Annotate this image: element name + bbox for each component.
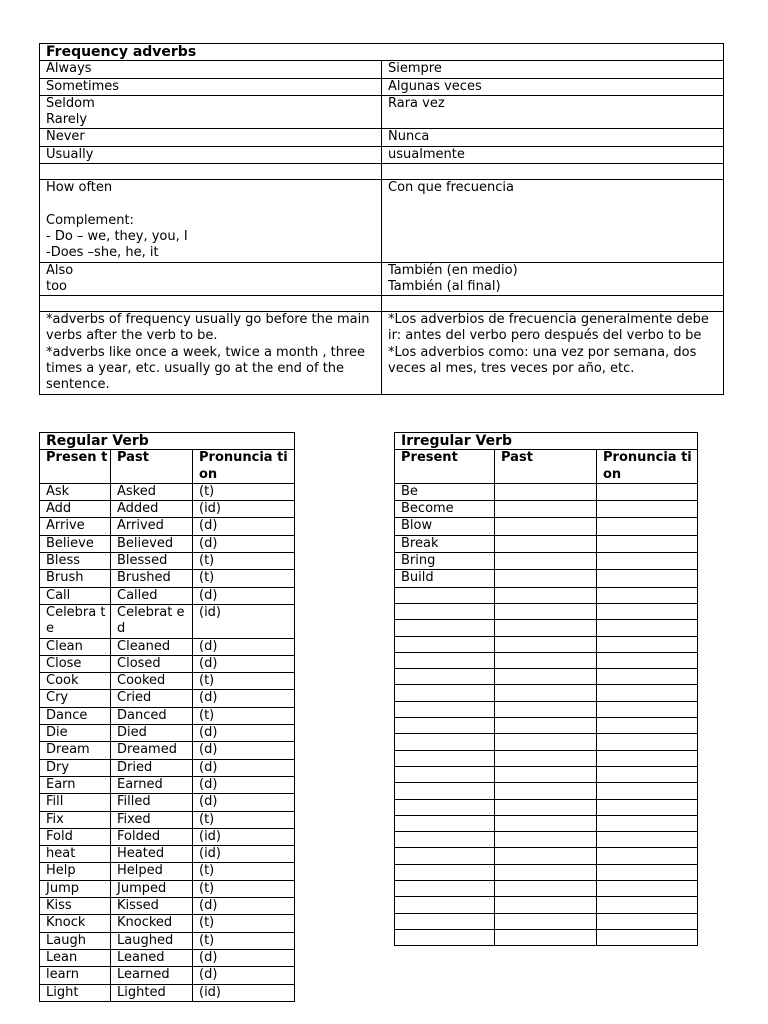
- past-cell: Fixed: [111, 811, 193, 828]
- english-cell: Seldom Rarely: [40, 95, 382, 129]
- pronunciation-cell: (t): [193, 673, 295, 690]
- past-cell: [495, 669, 597, 685]
- present-cell: Lean: [40, 949, 111, 966]
- present-cell: Add: [40, 501, 111, 518]
- present-cell: [395, 652, 495, 668]
- pronunciation-cell: (t): [193, 707, 295, 724]
- english-cell: Always: [40, 61, 382, 78]
- pronunciation-cell: [597, 535, 698, 552]
- table-row: [395, 766, 698, 782]
- present-cell: Believe: [40, 535, 111, 552]
- present-cell: [395, 603, 495, 619]
- pronunciation-cell: [597, 685, 698, 701]
- english-cell: *adverbs of frequency usually go before the main verbs after the verb to be. *adverbs like once a week, twice a month , three times a year, etc. usually go at the end of the sentence.: [40, 312, 382, 394]
- table-row: [40, 932, 295, 949]
- present-cell: Earn: [40, 776, 111, 793]
- present-cell: [395, 750, 495, 766]
- present-cell: Dance: [40, 707, 111, 724]
- pronunciation-cell: [597, 603, 698, 619]
- past-cell: [495, 766, 597, 782]
- table-row: [40, 967, 295, 984]
- past-cell: [495, 685, 597, 701]
- present-cell: [395, 669, 495, 685]
- table-row: [395, 913, 698, 929]
- past-cell: Arrived: [111, 518, 193, 535]
- table-row: [40, 898, 295, 915]
- table-row: [395, 518, 698, 535]
- past-cell: Knocked: [111, 915, 193, 932]
- past-cell: [495, 652, 597, 668]
- table-row: [40, 863, 295, 880]
- past-cell: [495, 636, 597, 652]
- spanish-cell: usualmente: [382, 146, 724, 163]
- present-cell: [395, 636, 495, 652]
- past-cell: Dried: [111, 759, 193, 776]
- table-row: [40, 915, 295, 932]
- table-row: [395, 701, 698, 717]
- present-cell: Fill: [40, 794, 111, 811]
- table-row: [40, 794, 295, 811]
- past-cell: Brushed: [111, 570, 193, 587]
- present-cell: [395, 929, 495, 945]
- spanish-cell: También (en medio) También (al final): [382, 262, 724, 296]
- present-cell: [395, 799, 495, 815]
- present-cell: Die: [40, 725, 111, 742]
- past-cell: Leaned: [111, 949, 193, 966]
- pronunciation-cell: [597, 766, 698, 782]
- table-row: [40, 535, 295, 552]
- pronunciation-cell: (t): [193, 863, 295, 880]
- present-cell: learn: [40, 967, 111, 984]
- pronunciation-cell: [597, 897, 698, 913]
- present-cell: Bring: [395, 553, 495, 570]
- past-cell: Dreamed: [111, 742, 193, 759]
- english-cell: How often Complement: - Do – we, they, you, I -Does –she, he, it: [40, 180, 382, 262]
- table-row: [395, 636, 698, 652]
- english-cell: Sometimes: [40, 78, 382, 95]
- pronunciation-cell: (id): [193, 828, 295, 845]
- past-cell: Kissed: [111, 898, 193, 915]
- present-cell: Call: [40, 587, 111, 604]
- table-row: [395, 734, 698, 750]
- present-cell: [395, 864, 495, 880]
- past-cell: [495, 897, 597, 913]
- pronunciation-cell: (t): [193, 570, 295, 587]
- table-row: [40, 776, 295, 793]
- present-cell: Kiss: [40, 898, 111, 915]
- table-row: [40, 846, 295, 863]
- pronunciation-cell: [597, 815, 698, 831]
- pronunciation-cell: (d): [193, 638, 295, 655]
- pronunciation-cell: [597, 501, 698, 518]
- table-row: [395, 881, 698, 897]
- past-cell: [495, 734, 597, 750]
- present-cell: Become: [395, 501, 495, 518]
- past-cell: [495, 881, 597, 897]
- past-cell: [495, 535, 597, 552]
- frequency-row: [40, 164, 724, 180]
- past-cell: Called: [111, 587, 193, 604]
- table-row: [40, 604, 295, 638]
- table-row: [395, 669, 698, 685]
- table-row: [395, 897, 698, 913]
- present-cell: Knock: [40, 915, 111, 932]
- past-cell: Helped: [111, 863, 193, 880]
- spanish-cell: Rara vez: [382, 95, 724, 129]
- pronunciation-cell: (d): [193, 949, 295, 966]
- english-cell: Also too: [40, 262, 382, 296]
- pronunciation-cell: [597, 783, 698, 799]
- past-cell: Learned: [111, 967, 193, 984]
- pronunciation-cell: [597, 652, 698, 668]
- table-row: [395, 685, 698, 701]
- pronunciation-cell: [597, 636, 698, 652]
- pronunciation-cell: (t): [193, 553, 295, 570]
- frequency-title-row: [40, 44, 724, 61]
- present-cell: [395, 913, 495, 929]
- present-cell: Celebra te: [40, 604, 111, 638]
- past-cell: Filled: [111, 794, 193, 811]
- past-cell: Danced: [111, 707, 193, 724]
- present-cell: Dry: [40, 759, 111, 776]
- pronunciation-cell: (d): [193, 725, 295, 742]
- past-cell: [495, 832, 597, 848]
- table-row: [40, 707, 295, 724]
- present-cell: [395, 701, 495, 717]
- past-cell: [495, 799, 597, 815]
- pronunciation-cell: (id): [193, 501, 295, 518]
- table-row: [395, 832, 698, 848]
- pronunciation-cell: (d): [193, 535, 295, 552]
- pronunciation-cell: [597, 518, 698, 535]
- pronunciation-cell: [597, 483, 698, 500]
- present-cell: [395, 766, 495, 782]
- past-cell: [495, 620, 597, 636]
- pronunciation-cell: [597, 669, 698, 685]
- irregular-header-row: [395, 450, 698, 484]
- past-cell: [495, 570, 597, 587]
- present-cell: [395, 848, 495, 864]
- past-cell: Celebrat ed: [111, 604, 193, 638]
- present-cell: Bless: [40, 553, 111, 570]
- irregular-verb-table: [394, 432, 698, 946]
- pronunciation-cell: (d): [193, 655, 295, 672]
- table-row: [40, 587, 295, 604]
- table-row: [395, 535, 698, 552]
- present-cell: Help: [40, 863, 111, 880]
- spanish-cell: Siempre: [382, 61, 724, 78]
- pronunciation-cell: (d): [193, 518, 295, 535]
- pronunciation-cell: (d): [193, 690, 295, 707]
- past-cell: [495, 815, 597, 831]
- pronunciation-cell: (t): [193, 811, 295, 828]
- past-cell: [495, 518, 597, 535]
- past-cell: [495, 864, 597, 880]
- present-cell: Fix: [40, 811, 111, 828]
- present-cell: Be: [395, 483, 495, 500]
- table-row: [40, 811, 295, 828]
- table-row: [395, 501, 698, 518]
- table-row: [40, 759, 295, 776]
- pronunciation-cell: [597, 881, 698, 897]
- past-cell: [495, 848, 597, 864]
- past-cell: [495, 913, 597, 929]
- past-cell: Lighted: [111, 984, 193, 1001]
- table-row: [395, 783, 698, 799]
- spanish-cell: Con que frecuencia: [382, 180, 724, 262]
- pronunciation-cell: (d): [193, 587, 295, 604]
- table-row: [395, 652, 698, 668]
- table-row: [395, 587, 698, 603]
- pronunciation-cell: (d): [193, 776, 295, 793]
- present-cell: Clean: [40, 638, 111, 655]
- pronunciation-cell: [597, 570, 698, 587]
- present-cell: [395, 734, 495, 750]
- frequency-row: [40, 129, 724, 146]
- present-cell: [395, 783, 495, 799]
- table-row: [40, 725, 295, 742]
- past-cell: Heated: [111, 846, 193, 863]
- pronunciation-cell: [597, 701, 698, 717]
- present-cell: Dream: [40, 742, 111, 759]
- english-cell: Usually: [40, 146, 382, 163]
- frequency-row: [40, 78, 724, 95]
- present-cell: [395, 587, 495, 603]
- present-cell: [395, 897, 495, 913]
- pronunciation-cell: (d): [193, 759, 295, 776]
- table-row: [40, 742, 295, 759]
- table-row: [395, 620, 698, 636]
- pronunciation-cell: (id): [193, 604, 295, 638]
- present-cell: Arrive: [40, 518, 111, 535]
- frequency-adverbs-table: [39, 43, 724, 395]
- present-cell: Jump: [40, 880, 111, 897]
- regular-title: Regular Verb: [40, 433, 295, 450]
- spanish-cell: Nunca: [382, 129, 724, 146]
- past-cell: [495, 587, 597, 603]
- pronunciation-cell: (d): [193, 898, 295, 915]
- pronunciation-cell: (t): [193, 880, 295, 897]
- table-row: [40, 984, 295, 1001]
- pronunciation-cell: (d): [193, 794, 295, 811]
- pronunciation-cell: (t): [193, 483, 295, 500]
- past-cell: Believed: [111, 535, 193, 552]
- table-row: [395, 929, 698, 945]
- pronunciation-cell: (d): [193, 967, 295, 984]
- table-row: [40, 638, 295, 655]
- frequency-row: [40, 146, 724, 163]
- present-cell: Light: [40, 984, 111, 1001]
- past-cell: [495, 701, 597, 717]
- table-row: [40, 483, 295, 500]
- present-cell: [395, 881, 495, 897]
- present-cell: Brush: [40, 570, 111, 587]
- pronunciation-cell: (t): [193, 932, 295, 949]
- table-row: [40, 518, 295, 535]
- past-cell: Cooked: [111, 673, 193, 690]
- table-row: [40, 690, 295, 707]
- present-cell: Cook: [40, 673, 111, 690]
- pronunciation-cell: [597, 848, 698, 864]
- table-row: [395, 750, 698, 766]
- table-row: [395, 864, 698, 880]
- past-cell: Cleaned: [111, 638, 193, 655]
- english-cell: Never: [40, 129, 382, 146]
- pronunciation-cell: [597, 553, 698, 570]
- spanish-cell: [382, 164, 724, 180]
- column-header: Past: [111, 450, 193, 484]
- regular-title-row: [40, 433, 295, 450]
- regular-header-row: [40, 450, 295, 484]
- pronunciation-cell: [597, 832, 698, 848]
- pronunciation-cell: (t): [193, 915, 295, 932]
- table-row: [395, 815, 698, 831]
- table-row: [395, 718, 698, 734]
- irregular-title: Irregular Verb: [395, 433, 698, 450]
- past-cell: Died: [111, 725, 193, 742]
- table-row: [40, 828, 295, 845]
- irregular-title-row: [395, 433, 698, 450]
- present-cell: Break: [395, 535, 495, 552]
- pronunciation-cell: [597, 587, 698, 603]
- pronunciation-cell: [597, 620, 698, 636]
- present-cell: [395, 815, 495, 831]
- table-row: [40, 949, 295, 966]
- column-header: Pronuncia tion: [597, 450, 698, 484]
- regular-verb-table: [39, 432, 295, 1002]
- past-cell: Laughed: [111, 932, 193, 949]
- pronunciation-cell: [597, 718, 698, 734]
- present-cell: Close: [40, 655, 111, 672]
- table-row: [40, 655, 295, 672]
- frequency-row: [40, 312, 724, 394]
- table-row: [395, 848, 698, 864]
- table-row: [395, 553, 698, 570]
- past-cell: [495, 553, 597, 570]
- spanish-cell: *Los adverbios de frecuencia generalmente debe ir: antes del verbo pero después del verbo to be *Los adverbios como: una vez por semana, dos veces al mes, tres veces por año, etc.: [382, 312, 724, 394]
- pronunciation-cell: [597, 913, 698, 929]
- past-cell: [495, 718, 597, 734]
- pronunciation-cell: (id): [193, 984, 295, 1001]
- present-cell: Build: [395, 570, 495, 587]
- column-header: Present: [395, 450, 495, 484]
- past-cell: Asked: [111, 483, 193, 500]
- pronunciation-cell: [597, 864, 698, 880]
- present-cell: Blow: [395, 518, 495, 535]
- pronunciation-cell: [597, 929, 698, 945]
- column-header: Presen t: [40, 450, 111, 484]
- column-header: Past: [495, 450, 597, 484]
- past-cell: Closed: [111, 655, 193, 672]
- spanish-cell: Algunas veces: [382, 78, 724, 95]
- present-cell: Ask: [40, 483, 111, 500]
- table-row: [40, 673, 295, 690]
- present-cell: Laugh: [40, 932, 111, 949]
- past-cell: Cried: [111, 690, 193, 707]
- present-cell: heat: [40, 846, 111, 863]
- past-cell: [495, 750, 597, 766]
- pronunciation-cell: (d): [193, 742, 295, 759]
- frequency-row: [40, 61, 724, 78]
- table-row: [40, 553, 295, 570]
- past-cell: Jumped: [111, 880, 193, 897]
- table-row: [395, 799, 698, 815]
- frequency-row: [40, 95, 724, 129]
- frequency-row: [40, 262, 724, 296]
- present-cell: Cry: [40, 690, 111, 707]
- column-header: Pronuncia tion: [193, 450, 295, 484]
- past-cell: [495, 501, 597, 518]
- past-cell: [495, 483, 597, 500]
- past-cell: Blessed: [111, 553, 193, 570]
- pronunciation-cell: [597, 734, 698, 750]
- pronunciation-cell: (id): [193, 846, 295, 863]
- english-cell: [40, 164, 382, 180]
- frequency-row: [40, 296, 724, 312]
- past-cell: Folded: [111, 828, 193, 845]
- present-cell: [395, 832, 495, 848]
- spanish-cell: [382, 296, 724, 312]
- present-cell: [395, 685, 495, 701]
- table-row: [395, 483, 698, 500]
- pronunciation-cell: [597, 750, 698, 766]
- table-row: [395, 570, 698, 587]
- past-cell: Added: [111, 501, 193, 518]
- past-cell: [495, 603, 597, 619]
- table-row: [40, 570, 295, 587]
- frequency-row: [40, 180, 724, 262]
- table-row: [395, 603, 698, 619]
- present-cell: [395, 718, 495, 734]
- past-cell: [495, 783, 597, 799]
- table-row: [40, 880, 295, 897]
- english-cell: [40, 296, 382, 312]
- present-cell: [395, 620, 495, 636]
- table-row: [40, 501, 295, 518]
- frequency-title: Frequency adverbs: [40, 44, 724, 61]
- present-cell: Fold: [40, 828, 111, 845]
- past-cell: Earned: [111, 776, 193, 793]
- pronunciation-cell: [597, 799, 698, 815]
- past-cell: [495, 929, 597, 945]
